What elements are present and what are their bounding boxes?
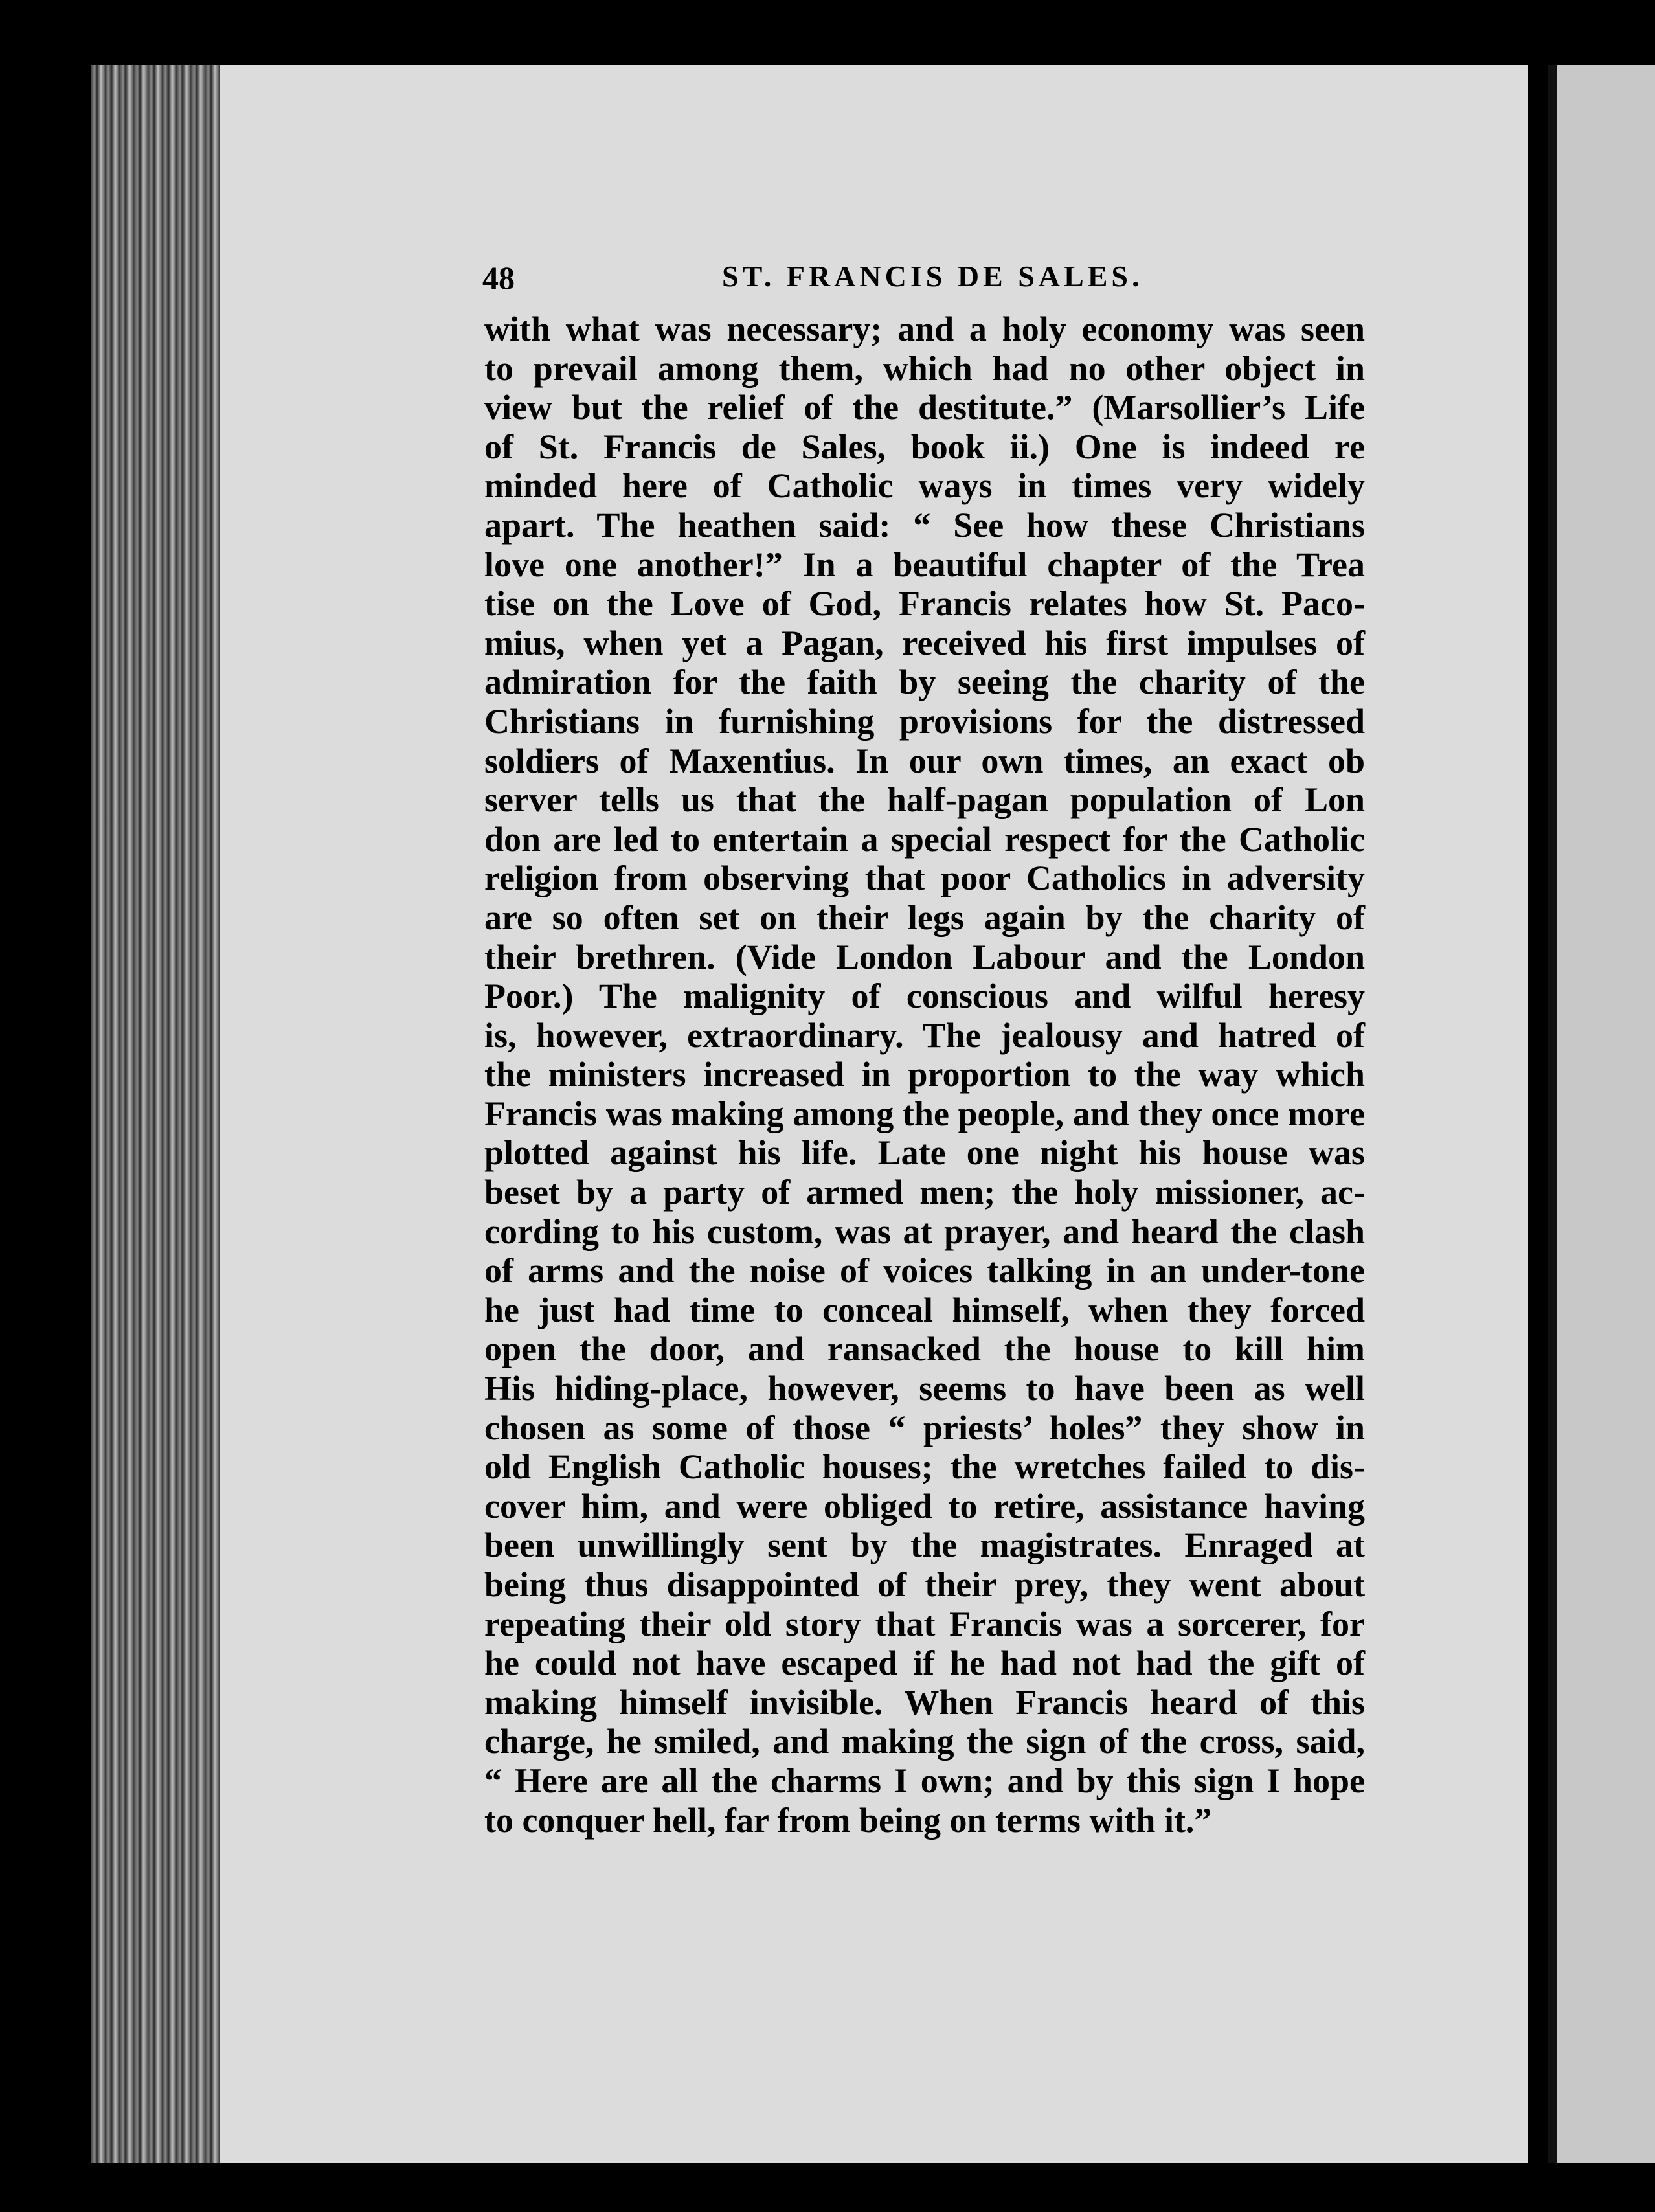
text-line: of St. Francis de Sales, book ii.) One is indeed re bbox=[484, 427, 1365, 466]
text-line: apart. The heathen said: “ See how these Christians bbox=[484, 505, 1365, 545]
text-line: chosen as some of those “ priests’ holes” they show in bbox=[484, 1408, 1365, 1447]
text-line: “ Here are all the charms I own; and by this sign I hope bbox=[484, 1761, 1365, 1800]
running-title: ST. FRANCIS DE SALES. bbox=[722, 260, 1143, 293]
text-line: religion from observing that poor Catholics in adversity bbox=[484, 859, 1365, 898]
text-line: being thus disappointed of their prey, they went about bbox=[484, 1565, 1365, 1604]
body-text bbox=[484, 310, 1365, 1840]
text-line: with what was necessary; and a holy economy was seen bbox=[484, 310, 1365, 348]
text-line: love one another!” In a beautiful chapter of the Trea bbox=[484, 545, 1365, 584]
page-number: 48 bbox=[482, 260, 515, 296]
text-line: cover him, and were obliged to retire, assistance having bbox=[484, 1486, 1365, 1526]
text-line: minded here of Catholic ways in times very widely bbox=[484, 466, 1365, 506]
text-line: tise on the Love of God, Francis relates how St. Paco- bbox=[484, 584, 1365, 624]
text-line: mius, when yet a Pagan, received his first impulses of bbox=[484, 623, 1365, 662]
text-line: Poor.) The malignity of conscious and wilful heresy bbox=[484, 976, 1365, 1016]
text-line: he just had time to conceal himself, when they forced bbox=[484, 1290, 1365, 1329]
text-line: soldiers of Maxentius. In our own times, an exact ob bbox=[484, 741, 1365, 780]
page-header bbox=[482, 259, 1376, 304]
text-line: plotted against his life. Late one night his house was bbox=[484, 1133, 1365, 1173]
text-line: beset by a party of armed men; the holy missioner, ac- bbox=[484, 1173, 1365, 1212]
text-line: making himself invisible. When Francis heard of this bbox=[484, 1682, 1365, 1722]
text-line: are so often set on their legs again by the charity of bbox=[484, 897, 1365, 937]
text-line: the ministers increased in proportion to the way which bbox=[484, 1055, 1365, 1094]
text-line: open the door, and ransacked the house to kill him bbox=[484, 1329, 1365, 1369]
text-line: cording to his custom, was at prayer, and heard the clash bbox=[484, 1212, 1365, 1251]
text-line: to prevail among them, which had no other object in bbox=[484, 348, 1365, 388]
text-line: charge, he smiled, and making the sign of the cross, said, bbox=[484, 1722, 1365, 1761]
text-line: to conquer hell, far from being on terms with it.” bbox=[484, 1800, 1212, 1840]
text-line: their brethren. (Vide London Labour and the London bbox=[484, 937, 1365, 976]
text-line: old English Catholic houses; the wretches failed to dis- bbox=[484, 1447, 1365, 1487]
text-line: been unwillingly sent by the magistrates. Enraged at bbox=[484, 1526, 1365, 1565]
text-line: Christians in furnishing provisions for the distressed bbox=[484, 701, 1365, 741]
text-line: His hiding-place, however, seems to have been as well bbox=[484, 1369, 1365, 1408]
facing-page-edge bbox=[1548, 65, 1655, 2163]
text-line: is, however, extraordinary. The jealousy and hatred of bbox=[484, 1015, 1365, 1055]
text-line: admiration for the faith by seeing the charity of the bbox=[484, 662, 1365, 702]
text-line: Francis was making among the people, and they once more bbox=[484, 1094, 1365, 1133]
page-edges bbox=[91, 65, 220, 2163]
text-line: of arms and the noise of voices talking in an under-tone bbox=[484, 1251, 1365, 1291]
text-line: server tells us that the half-pagan population of Lon bbox=[484, 780, 1365, 820]
text-line: he could not have escaped if he had not had the gift of bbox=[484, 1643, 1365, 1683]
text-line: repeating their old story that Francis was a sorcerer, for bbox=[484, 1604, 1365, 1643]
text-line: don are led to entertain a special respect for the Catholic bbox=[484, 819, 1365, 859]
text-line: view but the relief of the destitute.” (Marsollier’s Life bbox=[484, 388, 1365, 427]
